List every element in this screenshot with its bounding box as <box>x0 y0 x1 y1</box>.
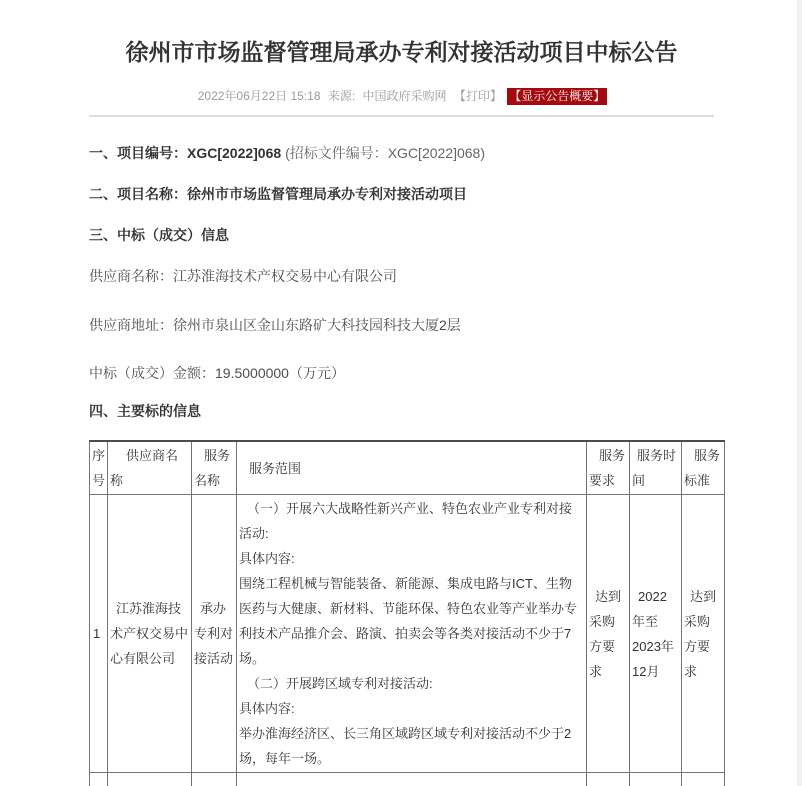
cell-service-name: 承办专利对接活动 <box>192 495 237 773</box>
header-supplier: 供应商名称 <box>108 441 192 495</box>
supplier-address-value: 徐州市泉山区金山东路矿大科技园科技大厦2层 <box>173 317 461 334</box>
award-items-table <box>89 440 725 786</box>
header-standard: 服务标准 <box>682 441 725 495</box>
supplier-name-value: 江苏淮海技术产权交易中心有限公司 <box>173 268 397 285</box>
section-main-subject-heading: 四、主要标的信息 <box>89 403 201 420</box>
empty-cell <box>630 773 682 786</box>
header-scope: 服务范围 <box>237 441 587 495</box>
empty-cell <box>682 773 725 786</box>
scope-paragraph: 具体内容: <box>239 701 295 717</box>
cell-supplier: 江苏淮海技术产权交易中心有限公司 <box>108 495 192 773</box>
cell-standard: 达到采购方要求 <box>682 495 725 773</box>
section-award-info-heading: 三、中标（成交）信息 <box>89 227 229 244</box>
supplier-address-label: 供应商地址： <box>89 317 173 334</box>
scope-paragraph: 围绕工程机械与智能装备、新能源、集成电路与ICT、生物医药与大健康、新材料、节能环保、特色农业等产业举办专利技术产品推介会、路演、拍卖会等各类对接活动不少于7场。 <box>239 576 578 667</box>
meta-line <box>89 88 714 105</box>
cell-scope <box>237 495 587 773</box>
header-requirement: 服务要求 <box>587 441 630 495</box>
header-service-name: 服务名称 <box>192 441 237 495</box>
supplier-name-line <box>89 268 714 284</box>
supplier-address-line <box>89 317 714 333</box>
table-row <box>90 495 725 773</box>
empty-table-row <box>90 773 725 786</box>
project-number-note: (招标文件编号：XGC[2022]068) <box>285 145 486 162</box>
empty-cell <box>237 773 587 786</box>
show-summary-button[interactable]: 【显示公告概要】 <box>509 89 606 104</box>
header-period: 服务时间 <box>630 441 682 495</box>
header-no: 序号 <box>90 441 108 495</box>
source-label: 来源: <box>327 89 356 103</box>
scope-paragraph: （一）开展六大战略性新兴产业、特色农业产业专利对接活动: <box>239 501 573 542</box>
table-header-row <box>90 441 725 495</box>
empty-cell <box>587 773 630 786</box>
divider <box>89 115 714 117</box>
section-project-number <box>89 145 714 161</box>
scope-paragraph: 具体内容: <box>239 551 295 567</box>
award-amount-value: 19.5000000（万元） <box>215 365 345 382</box>
print-button[interactable]: 【打印】 <box>453 89 502 103</box>
empty-cell <box>90 773 108 786</box>
award-amount-label: 中标（成交）金额： <box>89 365 215 382</box>
supplier-name-label: 供应商名称： <box>89 268 173 285</box>
page-title: 徐州市市场监督管理局承办专利对接活动项目中标公告 <box>125 39 678 65</box>
scope-paragraph: （二）开展跨区域专利对接活动: <box>247 676 433 692</box>
empty-cell <box>108 773 192 786</box>
cell-no: 1 <box>90 495 108 773</box>
empty-cell <box>192 773 237 786</box>
award-amount-line <box>89 365 714 381</box>
section-project-name: 二、项目名称：徐州市市场监督管理局承办专利对接活动项目 <box>89 186 467 203</box>
scrollbar-track <box>797 0 802 786</box>
source-name: 中国政府采购网 <box>362 89 447 103</box>
cell-period: 2022年至2023年12月 <box>630 495 682 773</box>
announcement-content <box>89 0 721 786</box>
project-number-heading: 一、项目编号：XGC[2022]068 <box>89 145 282 162</box>
publish-datetime: 2022年06月22日 15:18 <box>197 89 321 103</box>
cell-requirement: 达到采购方要求 <box>587 495 630 773</box>
scope-paragraph: 举办淮海经济区、长三角区域跨区域专利对接活动不少于2场，每年一场。 <box>239 726 572 767</box>
